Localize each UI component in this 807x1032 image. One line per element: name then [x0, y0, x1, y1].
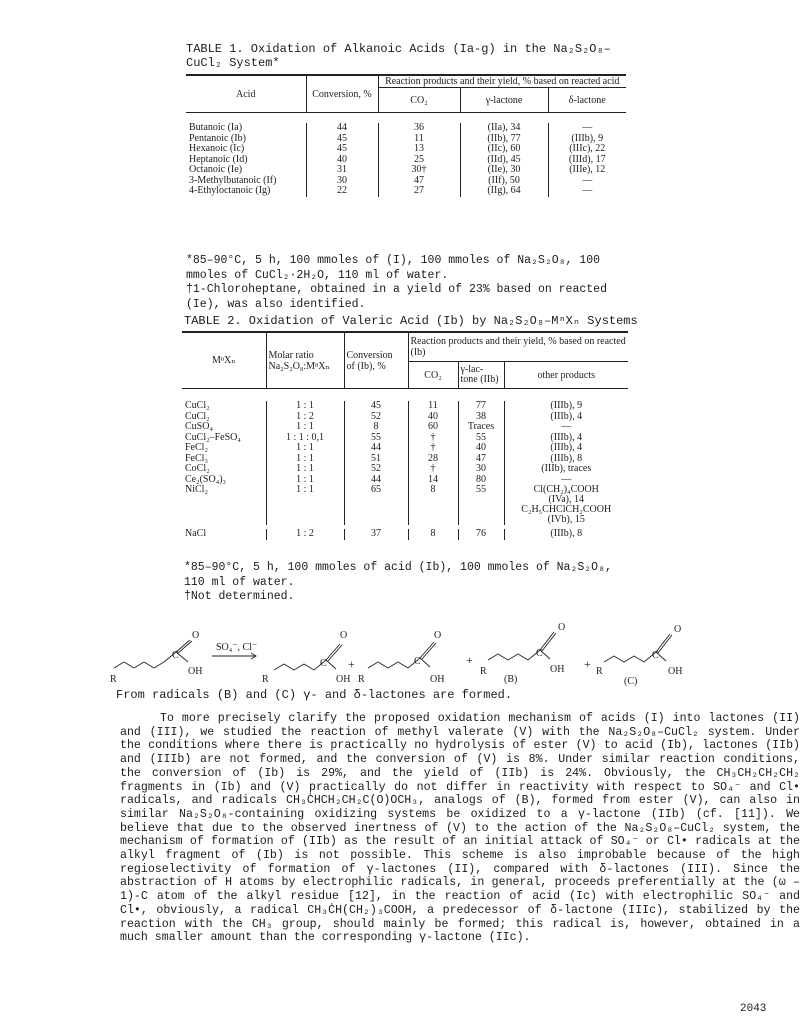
- table1-footnote-conditions: *85–90°C, 5 h, 100 mmoles of (I), 100 mmoles of Na₂S₂O₈, 100 mmoles of CuCl₂·2H₂O, 110 ml of water.: [186, 254, 601, 282]
- gamma-line1: γ-lac-: [460, 364, 484, 375]
- table-row: [186, 144, 626, 155]
- delta-cell: (IIIe), 12: [548, 165, 626, 176]
- gamma-cell: 38: [458, 412, 504, 423]
- ratio-cell: 1 : 1: [266, 401, 344, 412]
- table-row: [186, 186, 626, 197]
- scheme-caption: From radicals (B) and (C) γ- and δ-lactones are formed.: [116, 688, 513, 702]
- table2: [182, 331, 628, 540]
- acid-cell: 4-Ethyloctanoic (Ig): [189, 185, 271, 196]
- gamma-cell: Traces: [458, 422, 504, 433]
- scheme-o-label: O: [558, 622, 566, 633]
- mx-cell: NaCl: [185, 528, 207, 539]
- table2-title: TABLE 2. Oxidation of Valeric Acid (Ib) by Na₂S₂O₈–MⁿXₙ Systems: [184, 314, 638, 328]
- other-cell: (IIIb), 4: [504, 433, 628, 444]
- scheme-oh-label: OH: [550, 664, 565, 675]
- co2-cell: 8: [408, 529, 458, 540]
- conversion-cell: 40: [306, 155, 378, 166]
- gamma-cell: 47: [458, 454, 504, 465]
- table1-header-gamma: γ-lactone: [460, 88, 548, 113]
- other-cell: —: [504, 422, 628, 433]
- ratio-cell: 1 : 2: [266, 412, 344, 423]
- scheme-oh-label: OH: [668, 666, 683, 677]
- mx-cell: Ce₂(SO₄)₃: [185, 473, 227, 485]
- acid-cell: Octanoic (Ie): [189, 164, 243, 175]
- scheme-r-label: R: [110, 674, 117, 685]
- conversion-line1: Conversion: [346, 349, 393, 361]
- acid-cell: Hexanoic (Ic): [189, 143, 245, 154]
- table2-header-products: Reaction products and their yield, % based on reacted (Ib): [408, 332, 628, 362]
- scheme-oh-label: OH: [430, 674, 445, 685]
- gamma-cell: (IIa), 34: [460, 123, 548, 134]
- table1-header-conversion: Conversion, %: [306, 75, 378, 113]
- conversion-cell: 44: [344, 475, 408, 486]
- other-cell: —: [504, 475, 628, 486]
- gamma-cell: 30: [458, 464, 504, 475]
- body-text: [120, 712, 800, 945]
- table2-header-other: other products: [504, 362, 628, 389]
- scheme-r-label: R: [262, 674, 269, 685]
- table1-title-line2: CuCl₂ System*: [186, 56, 280, 70]
- other-cell: (IIIb), 4: [504, 412, 628, 423]
- delta-cell: (IIIb), 9: [548, 134, 626, 145]
- scheme-o-label: O: [340, 630, 348, 641]
- gamma-cell: (IIb), 77: [460, 134, 548, 145]
- co2-cell: 40: [408, 412, 458, 423]
- scheme-c-label: C: [414, 656, 421, 667]
- co2-cell: 8: [408, 485, 458, 525]
- ratio-cell: 1 : 1: [266, 454, 344, 465]
- scheme-label-c: (C): [624, 676, 638, 686]
- scheme-oh-label: OH: [336, 674, 351, 685]
- conversion-cell: 45: [344, 401, 408, 412]
- acid-cell: Pentanoic (Ib): [189, 132, 246, 144]
- ratio-cell: 1 : 1: [266, 443, 344, 454]
- scheme-oh-label: OH: [188, 666, 203, 677]
- page-number: 2043: [740, 1003, 767, 1015]
- co2-cell: 28: [408, 454, 458, 465]
- co2-cell: †: [408, 443, 458, 454]
- gamma-cell: (IIf), 50: [460, 176, 548, 187]
- delta-cell: —: [548, 123, 626, 134]
- mx-cell: NiCl₂: [185, 484, 208, 495]
- mx-cell: CuCl₂–FeSO₄: [185, 431, 241, 443]
- conversion-line2: of (Ib), %: [346, 360, 386, 372]
- conversion-cell: 44: [306, 123, 378, 134]
- body-paragraph: To more precisely clarify the proposed oxidation mechanism of acids (I) into lactones (II) and (III), we studied the reaction of methyl valerate (V) with the Na₂S₂O₈–CuCl₂ system. Under the conditions where there is practically no hydrolysis of ester (V) to acid (Ib), lactones (IIb) and (IIIb) are not formed, and the conversion of (V) is 8%. Under similar reaction conditions, the conversion of (Ib) is 29%, and the yield of (IIb) is 24%. Obviously, the CH₃CH₂CH₂CH₂ fragments in (Ib) and (V) practically do not differ in reactivity with respect to SO₄⁻ and Cl• radicals, and radicals CH₃ĊHCH₂CH₂C(O)OCH₃, analogs of (B), formed from ester (V), can also in similar Na₂S₂O₈-containing oxidizing systems be oxidized to a γ-lactone (IIb) (cf. [11]). We believe that due to the observed inertness of (V) to the action of the Na₂S₂O₈–CuCl₂ system, the mechanism of formation of (IIb) as the result of an initial attack of SO₄⁻ or Cl• radicals at the alkyl fragment of (Ib) is not possible. This scheme is also improbable because of the high regioselectivity of formation of γ-lactones (II), compared with δ-lactones (III). Since the abstraction of H atoms by electrophilic radicals, in general, proceeds preferentially at the (ω – 1)-C atom of the alkyl residue [12], in the reaction of acid (Ic) with electrophilic SO₄⁻ and Cl•, obviously, a radical CH₃ĊH(CH₂)₃COOH, a predecessor of δ-lactone (IIIc), stabilized by the reaction with the CH₃ group, should mainly be formed; this radical is, however, obtained in a much smaller amount than the corresponding γ-lactone (IIc).: [120, 712, 800, 945]
- molar-ratio-line1: Molar ratio: [268, 349, 314, 361]
- delta-cell: (IIId), 17: [548, 155, 626, 166]
- scheme-plus: +: [348, 657, 355, 671]
- conversion-cell: 55: [344, 433, 408, 444]
- ratio-cell: 1 : 1: [266, 422, 344, 433]
- reaction-scheme: [104, 622, 704, 686]
- gamma-cell: 55: [458, 433, 504, 444]
- table-row: [186, 134, 626, 145]
- table-row: [182, 529, 628, 540]
- table2-footnote-dagger: †Not determined.: [184, 590, 295, 603]
- mx-cell: CuCl₂: [185, 400, 210, 411]
- table-row: [182, 464, 628, 475]
- scheme-r-label: R: [596, 666, 603, 677]
- co2-cell: 36: [378, 123, 460, 134]
- ratio-cell: 1 : 1: [266, 475, 344, 486]
- table-row: [182, 485, 628, 525]
- table1: [186, 74, 626, 197]
- co2-cell: 47: [378, 176, 460, 187]
- scheme-c-label: C: [320, 658, 327, 669]
- scheme-o-label: O: [192, 630, 200, 641]
- conversion-cell: 52: [344, 464, 408, 475]
- table2-header-mx: MⁿXₙ: [182, 332, 266, 389]
- delta-cell: —: [548, 176, 626, 187]
- other-product-line: (IVb), 15: [547, 514, 585, 525]
- ratio-cell: 1 : 2: [266, 529, 344, 540]
- co2-cell: 14: [408, 475, 458, 486]
- conversion-cell: 22: [306, 186, 378, 197]
- mx-cell: CuCl₂: [185, 410, 210, 422]
- table2-header-gamma: [458, 362, 504, 389]
- ratio-cell: 1 : 1: [266, 464, 344, 475]
- conversion-cell: 65: [344, 485, 408, 525]
- acid-cell: 3-Methylbutanoic (If): [189, 174, 277, 186]
- acid-cell: Heptanoic (Id): [189, 153, 248, 165]
- table2-footnote-conditions: *85–90°C, 5 h, 100 mmoles of acid (Ib), 100 mmoles of Na₂S₂O₈, 110 ml of water.: [184, 561, 612, 589]
- mx-cell: FeCl₂: [185, 442, 208, 453]
- scheme-c-label: C: [536, 648, 543, 659]
- table-row: [186, 165, 626, 176]
- table1-header-delta: δ-lactone: [548, 88, 626, 113]
- gamma-cell: (IIe), 30: [460, 165, 548, 176]
- scheme-plus: +: [584, 657, 591, 671]
- delta-cell: —: [548, 186, 626, 197]
- gamma-cell: (IId), 45: [460, 155, 548, 166]
- conversion-cell: 31: [306, 165, 378, 176]
- scheme-r-label: R: [358, 674, 365, 685]
- scheme-label-b: (B): [504, 674, 518, 685]
- gamma-cell: 77: [458, 401, 504, 412]
- scheme-o-label: O: [434, 630, 442, 641]
- scheme-o-label: O: [674, 624, 682, 635]
- table-row: [182, 401, 628, 412]
- co2-cell: 11: [378, 134, 460, 145]
- co2-cell: †: [408, 433, 458, 444]
- delta-cell: (IIIc), 22: [548, 144, 626, 155]
- scheme-c-label: C: [652, 650, 659, 661]
- gamma-cell: 55: [458, 485, 504, 525]
- table2-header-conversion: [344, 332, 408, 389]
- table-row: [186, 123, 626, 134]
- scheme-reagent: SO₄⁻, Cl⁻: [216, 642, 258, 653]
- ratio-cell: 1 : 1: [266, 485, 344, 525]
- other-product-line: (IVa), 14: [548, 494, 585, 505]
- co2-cell: 11: [408, 401, 458, 412]
- scheme-plus: +: [466, 653, 473, 667]
- table1-footnote-dagger: †1-Chloroheptane, obtained in a yield of 23% based on reacted (Ie), was also identified.: [186, 283, 607, 311]
- other-cell: (IIIb), 4: [504, 443, 628, 454]
- other-cell: (IIIb), 9: [504, 401, 628, 412]
- co2-cell: 25: [378, 155, 460, 166]
- mx-cell: CoCl₂: [185, 463, 210, 474]
- gamma-line2: tone (IIb): [460, 374, 499, 385]
- table2-header-molar-ratio: [266, 332, 344, 389]
- other-product-line: C₂H₅CHClCH₂COOH: [521, 504, 612, 515]
- scheme-r-label: R: [480, 666, 487, 677]
- other-cell: (IIIb), 8: [504, 529, 628, 540]
- table1-header-co2: CO₂: [378, 88, 460, 113]
- ratio-cell: 1 : 1 : 0,1: [266, 433, 344, 444]
- other-product-line: Cl(CH₂)₄COOH: [533, 484, 599, 495]
- table-row: [182, 422, 628, 433]
- conversion-cell: 51: [344, 454, 408, 465]
- conversion-cell: 44: [344, 443, 408, 454]
- scheme-c-label: C: [172, 650, 179, 661]
- gamma-cell: (IIc), 60: [460, 144, 548, 155]
- conversion-cell: 30: [306, 176, 378, 187]
- conversion-cell: 45: [306, 134, 378, 145]
- mx-cell: FeCl₃: [185, 452, 208, 464]
- table-row: [186, 155, 626, 166]
- other-cell: (IIIb), traces: [504, 464, 628, 475]
- co2-cell: †: [408, 464, 458, 475]
- conversion-cell: 52: [344, 412, 408, 423]
- conversion-cell: 45: [306, 144, 378, 155]
- table2-header-co2: CO₂: [408, 362, 458, 389]
- conversion-cell: 8: [344, 422, 408, 433]
- gamma-cell: 40: [458, 443, 504, 454]
- table1-header-products: Reaction products and their yield, % based on reacted acid: [378, 75, 626, 88]
- table1-header-acid: Acid: [186, 75, 306, 113]
- gamma-cell: (IIg), 64: [460, 186, 548, 197]
- acid-cell: Butanoic (Ia): [189, 122, 243, 133]
- table1-title-line1: TABLE 1. Oxidation of Alkanoic Acids (Ia-g) in the Na₂S₂O₈–: [186, 42, 611, 56]
- co2-cell: 13: [378, 144, 460, 155]
- conversion-cell: 37: [344, 529, 408, 540]
- molar-ratio-line2: Na₂S₂O₈:MⁿXₙ: [268, 360, 330, 372]
- co2-cell: 30†: [378, 165, 460, 176]
- table-row: [182, 443, 628, 454]
- other-cell: [504, 485, 628, 525]
- co2-cell: 60: [408, 422, 458, 433]
- co2-cell: 27: [378, 186, 460, 197]
- other-cell: (IIIb), 8: [504, 454, 628, 465]
- gamma-cell: 76: [458, 529, 504, 540]
- mx-cell: CuSO₄: [185, 421, 213, 432]
- gamma-cell: 80: [458, 475, 504, 486]
